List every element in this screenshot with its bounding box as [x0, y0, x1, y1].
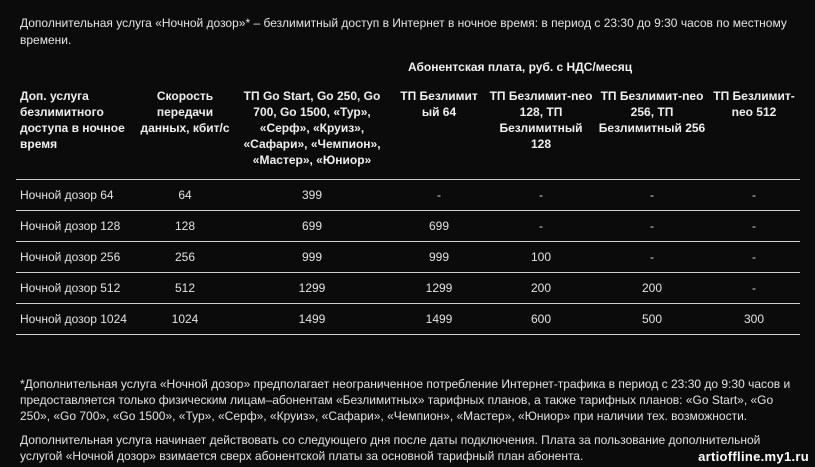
table-cell: 1499 — [392, 304, 486, 335]
table-cell: 100 — [486, 242, 596, 273]
header-unlimited-512: ТП Безлимит-neo 512 — [708, 88, 800, 180]
table-cell: 399 — [232, 180, 392, 211]
header-unlimited-256: ТП Безлимит-neo 256, ТП Безлимитный 256 — [596, 88, 708, 180]
table-cell: 200 — [486, 273, 596, 304]
header-unlimited-64: ТП Безлимит ый 64 — [392, 88, 486, 180]
table-cell: 500 — [596, 304, 708, 335]
table-header-row — [16, 88, 800, 180]
table-cell: - — [392, 180, 486, 211]
table-row — [16, 211, 800, 242]
table-cell: - — [486, 180, 596, 211]
table-cell: Ночной дозор 1024 — [16, 304, 138, 335]
table-cell: 200 — [596, 273, 708, 304]
table-cell: - — [596, 211, 708, 242]
header-service: Доп. услуга безлимитного доступа в ночное время — [16, 88, 138, 180]
table-cell: - — [486, 211, 596, 242]
tariff-table — [16, 88, 800, 335]
table-cell: 128 — [138, 211, 232, 242]
table-cell: 699 — [392, 211, 486, 242]
table-cell: - — [596, 242, 708, 273]
table-cell: 600 — [486, 304, 596, 335]
table-cell: - — [596, 180, 708, 211]
site-watermark: artioffline.my1.ru — [698, 449, 809, 464]
footnote-text: *Дополнительная услуга «Ночной дозор» предполагает неограниченное потребление Интернет-трафика в период с 23:30 до 9:30 часов и предоставляется только физическим лицам–абонентам «Безлимитных» тарифных планов, а также тарифных планов: «Go Start», «Go 250», «Go 700», «Go 1500», «Тур», «Серф», «Круиз», «Сафари», «Чемпион», «Мастер», «Юниор» при наличии тех. возможности. — [20, 377, 791, 423]
table-row — [16, 242, 800, 273]
table-cell: 64 — [138, 180, 232, 211]
table-cell: 999 — [232, 242, 392, 273]
table-cell: 999 — [392, 242, 486, 273]
table-cell: - — [708, 211, 800, 242]
table-cell: 1499 — [232, 304, 392, 335]
header-speed: Скорость передачи данных, кбит/с — [138, 88, 232, 180]
table-cell: 256 — [138, 242, 232, 273]
table-row — [16, 304, 800, 335]
table-cell: 300 — [708, 304, 800, 335]
table-cell: 1299 — [232, 273, 392, 304]
intro-text: Дополнительная услуга «Ночной дозор»* – безлимитный доступ в Интернет в ночное время: в период с 23:30 до 9:30 часов по местному времени. — [20, 16, 787, 47]
table-cell: 699 — [232, 211, 392, 242]
table-cell: Ночной дозор 512 — [16, 273, 138, 304]
table-cell: Ночной дозор 64 — [16, 180, 138, 211]
table-cell: - — [708, 180, 800, 211]
header-unlimited-128: ТП Безлимит-neo 128, ТП Безлимитный 128 — [486, 88, 596, 180]
table-cell: 512 — [138, 273, 232, 304]
table-cell: Ночной дозор 256 — [16, 242, 138, 273]
header-go-plans: ТП Go Start, Go 250, Go 700, Go 1500, «Тур», «Серф», «Круиз», «Сафари», «Чемпион», «Мастер», «Юниор» — [232, 88, 392, 180]
table-cell: 1024 — [138, 304, 232, 335]
fee-group-header: Абонентская плата, руб. с НДС/месяц — [408, 60, 633, 74]
table-cell: - — [708, 242, 800, 273]
table-row — [16, 273, 800, 304]
table-row — [16, 180, 800, 211]
table-cell: - — [708, 273, 800, 304]
activation-note: Дополнительная услуга начинает действовать со следующего дня после даты подключения. Плата за пользование дополнительной услугой «Ночной дозор» взимается сверх абонентской платы за основной тарифный план абонента. — [20, 433, 761, 463]
table-cell: 1299 — [392, 273, 486, 304]
table-cell: Ночной дозор 128 — [16, 211, 138, 242]
